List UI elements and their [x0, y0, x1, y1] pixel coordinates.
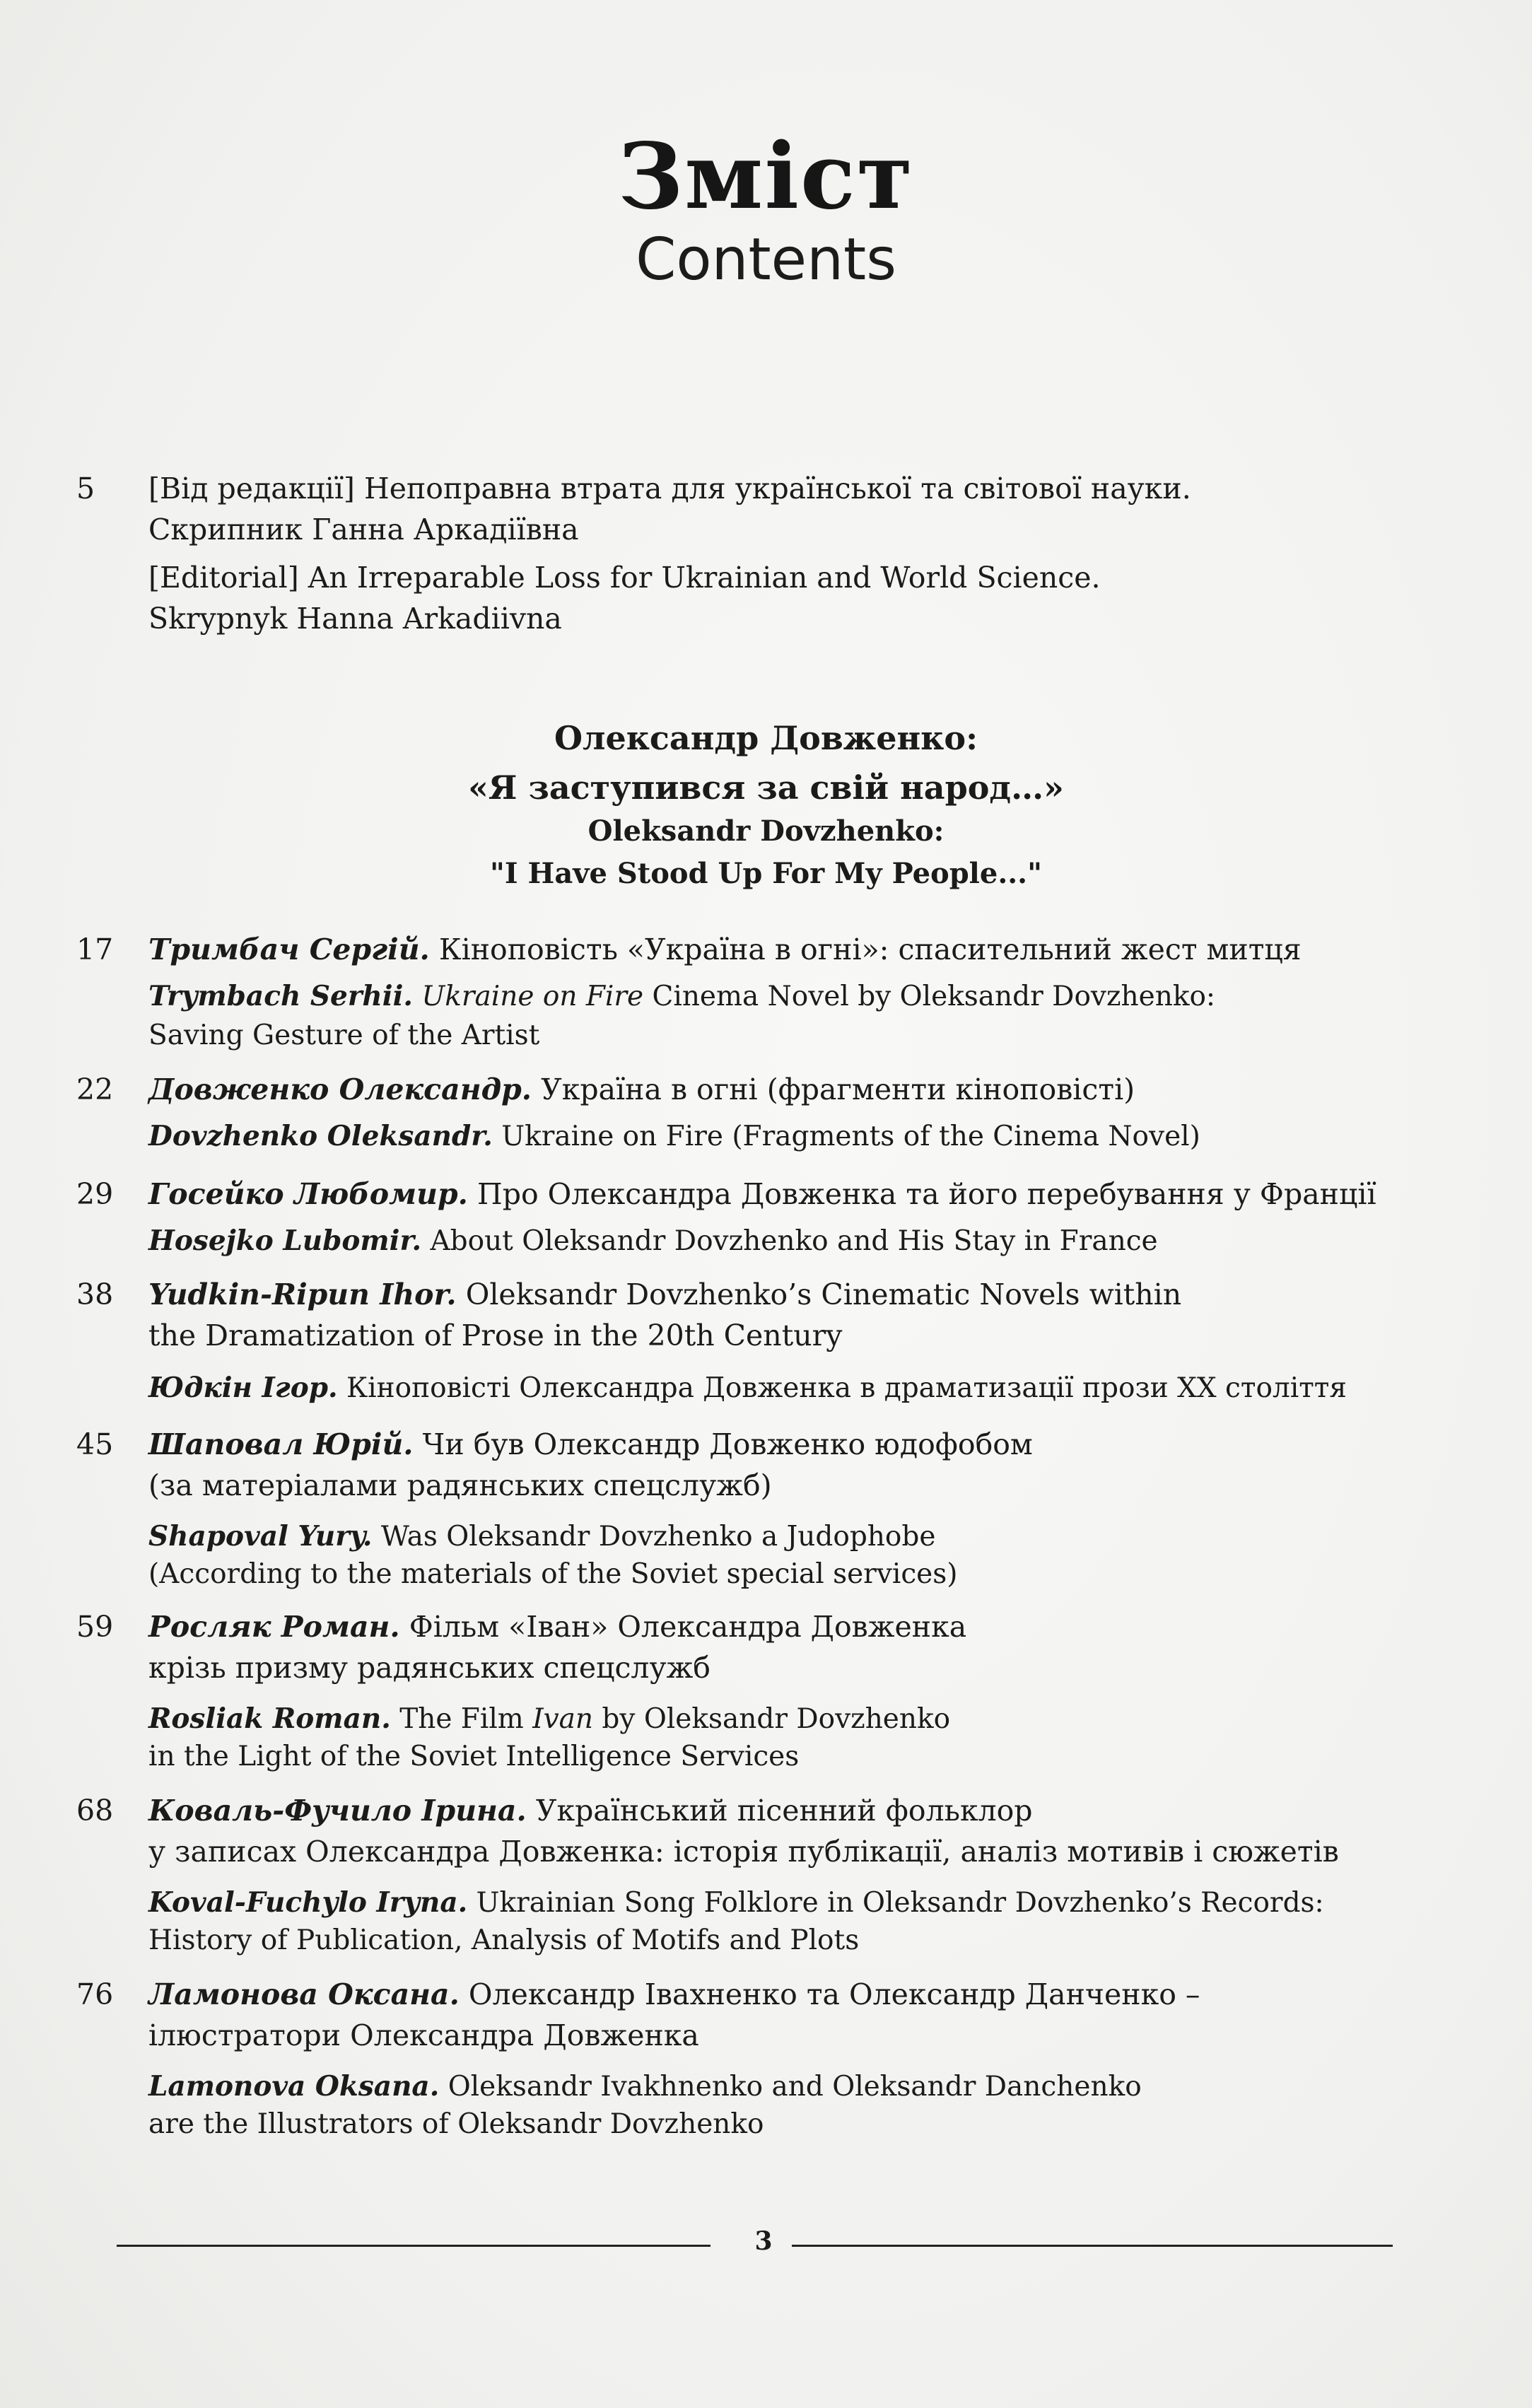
author-name: Шаповал Юрій. — [148, 1427, 414, 1461]
page-number: 5 — [76, 472, 95, 505]
entry-title-uk — [148, 1974, 1200, 2015]
author-name: Shapoval Yury. — [148, 1520, 373, 1553]
section-heading-en-1: Oleksandr Dovzhenko: — [587, 814, 945, 848]
page-number: 29 — [76, 1177, 114, 1211]
title-text: Oleksandr Ivakhnenko and Oleksandr Danchenko — [448, 2071, 1142, 2103]
footer-page-number: 3 — [754, 2226, 773, 2256]
film-title: Ukraine on Fire — [421, 981, 644, 1012]
entry-title-en — [148, 2066, 1142, 2108]
entry-title-uk — [148, 1606, 966, 1647]
title-text: by Oleksandr Dovzhenko — [602, 1703, 951, 1735]
entry-title-en — [148, 1698, 950, 1740]
section-heading-uk-1: Олександр Довженко: — [554, 719, 978, 757]
entry-title-uk — [148, 1174, 1376, 1215]
entry-title-en — [148, 1220, 1158, 1262]
page-number: 22 — [76, 1073, 114, 1106]
title-text: Україна в огні (фрагменти кіноповісті) — [541, 1073, 1135, 1106]
entry-title-uk-cont: (за матеріалами радянських спецслужб) — [148, 1468, 772, 1502]
entry-title-uk-cont: ілюстратори Олександра Довженка — [148, 2018, 699, 2052]
entry-title-uk-cont: крізь призму радянських спецслужб — [148, 1651, 711, 1685]
title-text: The Film — [399, 1703, 524, 1735]
page-number: 38 — [76, 1278, 114, 1311]
page-title-uk: Зміст — [617, 124, 915, 230]
entry-title-en: [Editorial] An Irreparable Loss for Ukrainian and World Science. — [148, 561, 1101, 595]
author-name: Koval-Fuchylo Iryna. — [148, 1886, 468, 1919]
author-name: Довженко Олександр. — [148, 1073, 532, 1106]
entry-title-en — [148, 1882, 1324, 1924]
entry-title-uk: [Від редакції] Непоправна втрата для української та світової науки. — [148, 472, 1191, 505]
author-name: Тримбач Сергій. — [148, 933, 430, 966]
entry-author-uk: Скрипник Ганна Аркадіївна — [148, 513, 579, 547]
entry-title-en-cont: (According to the materials of the Soviet special services) — [148, 1558, 958, 1590]
title-text: Oleksandr Dovzhenko’s Cinematic Novels within — [465, 1278, 1182, 1311]
title-text: Ukrainian Song Folklore in Oleksandr Dovzhenko’s Records: — [476, 1887, 1324, 1919]
footer-rule-right — [792, 2245, 1393, 2247]
page-header — [0, 124, 1532, 294]
title-text: Was Oleksandr Dovzhenko a Judophobe — [380, 1521, 936, 1553]
author-name: Yudkin-Ripun Ihor. — [148, 1278, 457, 1311]
title-text: Олександр Івахненко та Олександр Данченко – — [468, 1977, 1200, 2011]
page-number: 45 — [76, 1427, 114, 1461]
entry-author-en: Skrypnyk Hanna Arkadiivna — [148, 602, 562, 636]
title-text: Кіноповість «Україна в огні»: спасительний жест митця — [438, 933, 1302, 966]
page-title-en: Contents — [636, 226, 896, 293]
entry-title-en-cont: the Dramatization of Prose in the 20th Century — [148, 1319, 843, 1352]
entry-title-uk — [148, 929, 1302, 970]
entry-title-uk — [148, 1790, 1033, 1831]
page-number: 59 — [76, 1610, 114, 1644]
author-name: Коваль-Фучило Ірина. — [148, 1794, 527, 1828]
entry-title-uk — [148, 1069, 1135, 1110]
title-text: Чи був Олександр Довженко юдофобом — [422, 1427, 1033, 1461]
author-name: Lamonova Oksana. — [148, 2070, 440, 2103]
author-name: Ламонова Оксана. — [148, 1977, 460, 2011]
title-text: Фільм «Іван» Олександра Довженка — [409, 1610, 967, 1644]
author-name: Госейко Любомир. — [148, 1177, 468, 1211]
film-title: Ivan — [532, 1703, 594, 1735]
footer-rule-left — [117, 2245, 711, 2247]
author-name: Trymbach Serhii. — [148, 980, 413, 1012]
page-number: 76 — [76, 1977, 114, 2011]
author-name: Hosejko Lubomir. — [148, 1225, 422, 1257]
entry-title-uk-cont: у записах Олександра Довженка: історія публікації, аналіз мотивів і сюжетів — [148, 1835, 1339, 1869]
entry-title-en-cont: in the Light of the Soviet Intelligence Services — [148, 1741, 800, 1772]
section-heading-uk-2: «Я заступився за свій народ…» — [468, 768, 1064, 807]
title-text: Про Олександра Довженка та його перебування у Франції — [476, 1177, 1376, 1211]
title-text: Ukraine on Fire (Fragments of the Cinema Novel) — [501, 1121, 1200, 1152]
title-text: Кіноповісті Олександра Довженка в драматизації прози XX століття — [346, 1372, 1347, 1404]
title-text: Український пісенний фольклор — [535, 1794, 1033, 1828]
entry-title-en — [148, 1116, 1200, 1157]
entry-title-uk — [148, 1424, 1033, 1465]
entry-title-en-cont: are the Illustrators of Oleksandr Dovzhenko — [148, 2108, 764, 2140]
title-text: About Oleksandr Dovzhenko and His Stay in France — [430, 1225, 1158, 1257]
author-name: Dovzhenko Oleksandr. — [148, 1120, 493, 1152]
entry-title-en — [148, 976, 1215, 1017]
entry-title-en-cont: Saving Gesture of the Artist — [148, 1019, 540, 1051]
page-number: 68 — [76, 1794, 114, 1828]
entry-title-en-cont: History of Publication, Analysis of Motifs and Plots — [148, 1924, 860, 1956]
author-name: Rosliak Roman. — [148, 1702, 391, 1735]
title-text: Cinema Novel by Oleksandr Dovzhenko: — [652, 981, 1216, 1012]
entry-title-en — [148, 1516, 935, 1557]
author-name: Юдкін Ігор. — [148, 1372, 338, 1404]
author-name: Росляк Роман. — [148, 1610, 400, 1644]
page-number: 17 — [76, 933, 114, 966]
entry-title-en — [148, 1274, 1181, 1315]
entry-title-uk — [148, 1367, 1347, 1409]
section-heading-en-2: "I Have Stood Up For My People..." — [490, 857, 1042, 890]
